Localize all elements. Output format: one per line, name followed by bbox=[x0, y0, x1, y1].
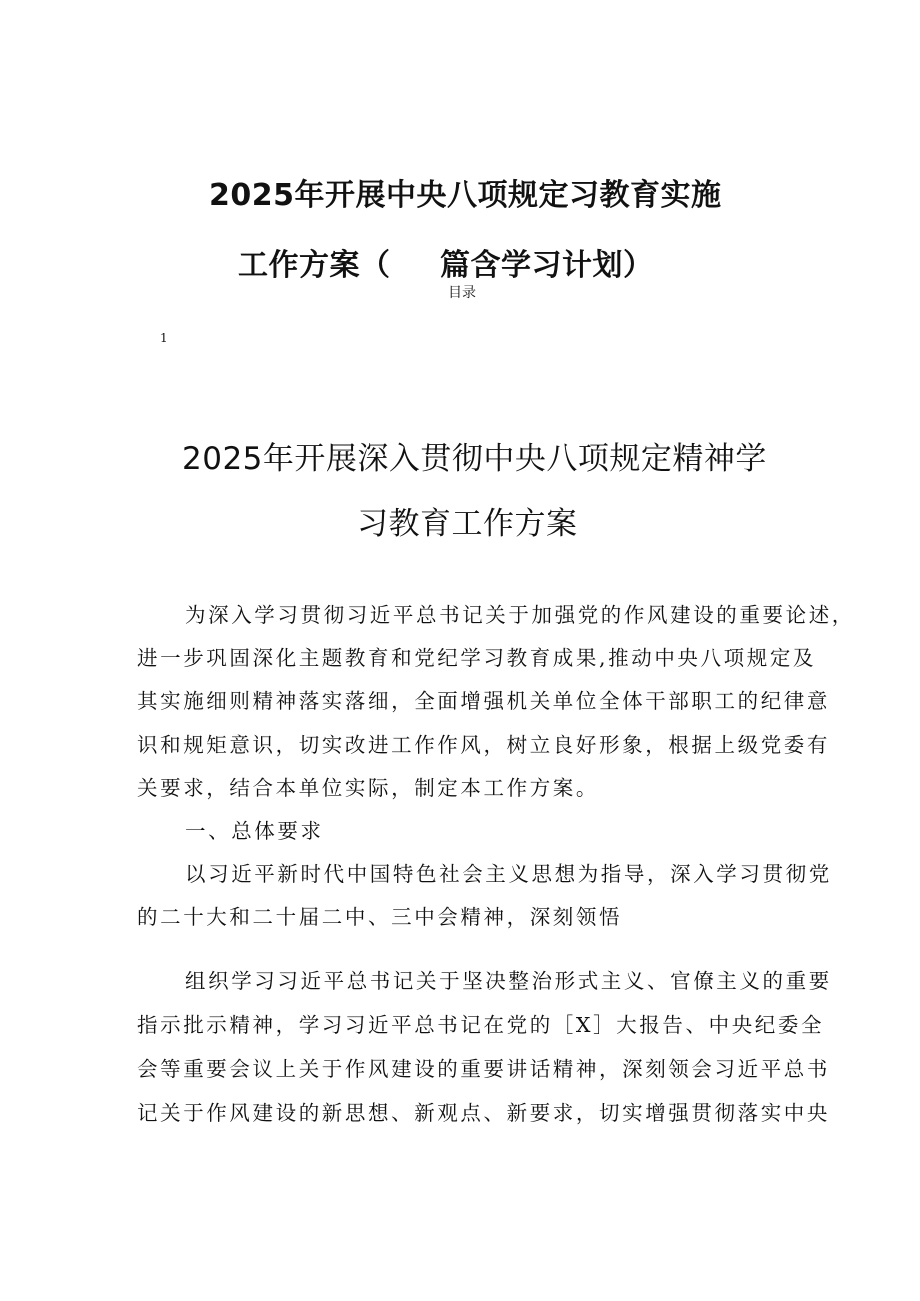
paragraph3-line: 记关于作风建设的新思想、新观点、新要求，切实增强贯彻落实中央 bbox=[137, 1101, 830, 1125]
cover-title-line2-part1: 工作方案（ bbox=[238, 248, 391, 283]
cover-title-line1: 2025年开展中央八项规定习教育实施 bbox=[209, 178, 722, 213]
paragraph2-line: 以习近平新时代中国特色社会主义思想为指导，深入学习贯彻党 bbox=[185, 862, 832, 886]
page-number: 1 bbox=[160, 331, 168, 345]
cover-title-line2-part2: 篇含学习计划） bbox=[440, 248, 654, 283]
paragraph3-line: 指示批示精神，学习习近平总书记在党的［X］大报告、中央纪委全 bbox=[137, 1013, 825, 1037]
section-heading: 一、总体要求 bbox=[185, 819, 324, 843]
paragraph1-line: 为深入学习贯彻习近平总书记关于加强党的作风建设的重要论述， bbox=[185, 603, 855, 627]
paragraph1-line: 进一步巩固深化主题教育和党纪学习教育成果,推动中央八项规定及 bbox=[137, 646, 817, 670]
paragraph2-line: 的二十大和二十届二中、三中会精神，深刻领悟 bbox=[137, 905, 623, 929]
paragraph1-line: 关要求，结合本单位实际，制定本工作方案。 bbox=[137, 776, 599, 800]
main-title-line2: 习教育工作方案 bbox=[357, 506, 578, 542]
main-title-line1: 2025年开展深入贯彻中央八项规定精神学 bbox=[182, 441, 767, 477]
paragraph1-line: 识和规矩意识，切实改进工作作风，树立良好形象，根据上级党委有 bbox=[137, 733, 830, 757]
toc-label: 目录 bbox=[448, 285, 476, 301]
paragraph3-line: 会等重要会议上关于作风建设的重要讲话精神，深刻领会习近平总书 bbox=[137, 1057, 830, 1081]
paragraph3-line: 组织学习习近平总书记关于坚决整治形式主义、官僚主义的重要 bbox=[185, 969, 832, 993]
paragraph1-line: 其实施细则精神落实落细，全面增强机关单位全体干部职工的纪律意 bbox=[137, 689, 830, 713]
